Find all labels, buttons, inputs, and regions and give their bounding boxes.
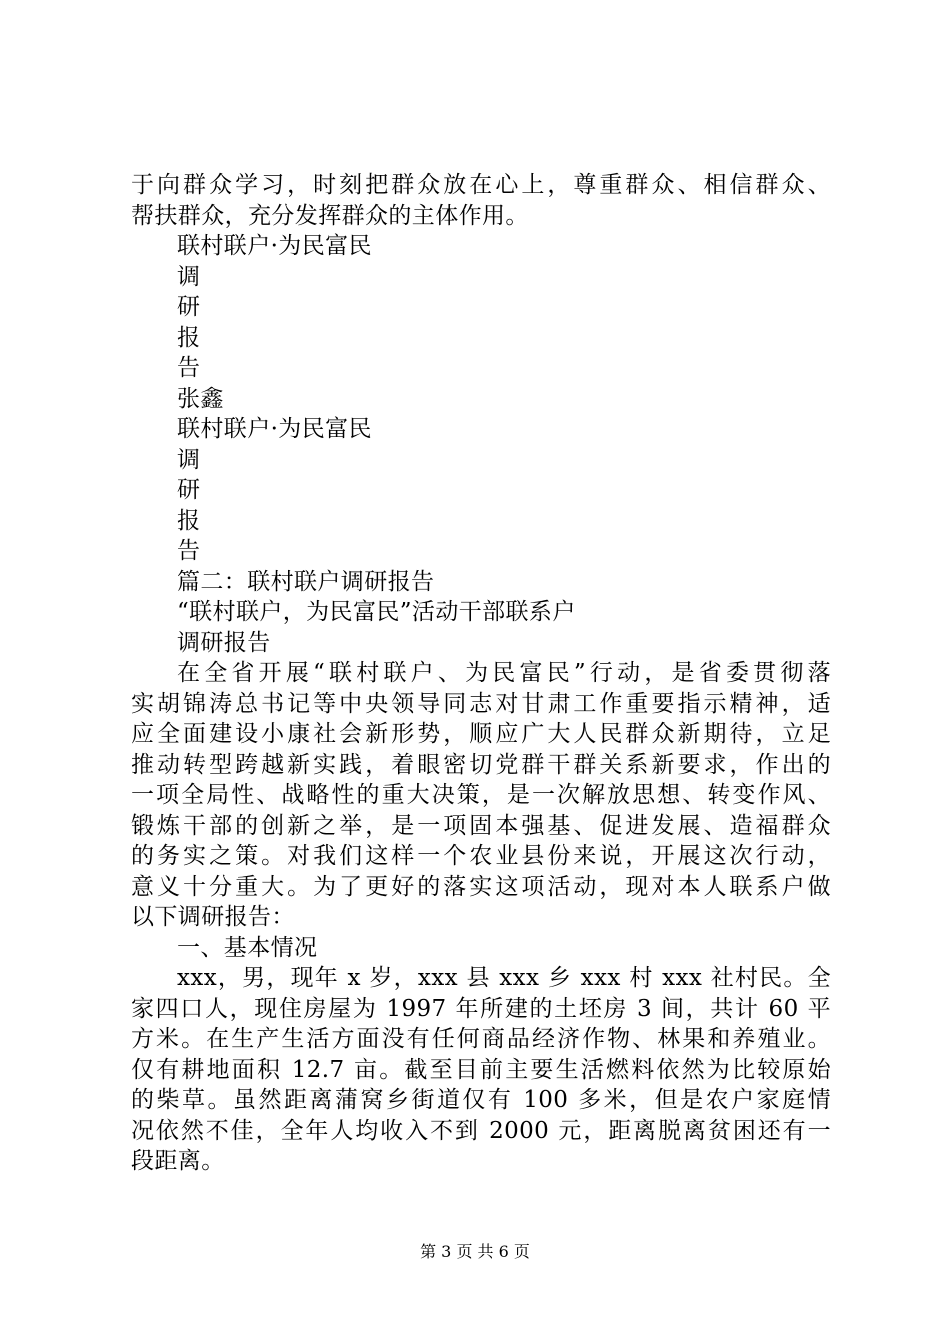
author-name: 张鑫 — [177, 385, 224, 412]
paragraph-line: 意义十分重大。为了更好的落实这项活动，现对本人联系户做 — [131, 873, 831, 900]
text-line: 研 — [177, 477, 201, 503]
subsection-heading: 一、基本情况 — [177, 934, 318, 961]
text-line: 帮扶群众，充分发挥群众的主体作用。 — [131, 202, 529, 229]
paragraph-line: 仅有耕地面积 12.7 亩。截至目前主要生活燃料依然为比较原始 — [131, 1056, 831, 1083]
paragraph-line: 段距离。 — [131, 1148, 225, 1174]
text-line: 调 — [177, 263, 201, 290]
paragraph-line: 在全省开展“联村联户、为民富民”行动，是省委贯彻落 — [177, 660, 831, 686]
heading-line: 联村联户·为民富民 — [177, 233, 372, 259]
text-line: 报 — [177, 324, 201, 351]
paragraph-line: 实胡锦涛总书记等中央领导同志对甘肃工作重要指示精神，适 — [131, 690, 831, 717]
text-line: 于向群众学习，时刻把群众放在心上，尊重群众、相信群众、 — [131, 172, 831, 198]
paragraph-line: 一项全局性、战略性的重大决策，是一次解放思想、转变作风、 — [131, 782, 831, 808]
text-line: 调 — [177, 446, 201, 473]
text-line: 告 — [177, 538, 201, 564]
text-line: 告 — [177, 355, 201, 381]
text-line: 报 — [177, 507, 201, 534]
document-body — [131, 170, 831, 1177]
paragraph-line: 应全面建设小康社会新形势，顺应广大人民群众新期待，立足 — [131, 721, 831, 747]
section-title: 篇二：联村联户调研报告 — [177, 568, 435, 595]
report-title: “联村联户，为民富民”活动干部联系户 — [177, 599, 576, 625]
paragraph-line: xxx，男，现年 x 岁，xxx 县 xxx 乡 xxx 村 xxx 社村民。全 — [177, 965, 831, 991]
paragraph-line: 家四口人，现住房屋为 1997 年所建的土坯房 3 间，共计 60 平 — [131, 995, 831, 1022]
paragraph-line: 锻炼干部的创新之举，是一项固本强基、促进发展、造福群众 — [131, 812, 831, 839]
page-number-footer: 第 3 页 共 6 页 — [420, 1242, 530, 1261]
heading-line: 联村联户·为民富民 — [177, 416, 372, 442]
paragraph-line: 以下调研报告： — [131, 904, 295, 930]
paragraph-line: 推动转型跨越新实践，着眼密切党群干群关系新要求，作出的 — [131, 751, 831, 778]
text-line: 研 — [177, 294, 201, 320]
paragraph-line: 的务实之策。对我们这样一个农业县份来说，开展这次行动， — [131, 843, 831, 869]
paragraph-line: 况依然不佳，全年人均收入不到 2000 元，距离脱离贫困还有一 — [131, 1117, 831, 1144]
paragraph-line: 方米。在生产生活方面没有任何商品经济作物、林果和养殖业。 — [131, 1026, 831, 1052]
report-title: 调研报告 — [177, 629, 271, 656]
paragraph-line: 的柴草。虽然距离蒲窝乡街道仅有 100 多米，但是农户家庭情 — [131, 1087, 831, 1113]
